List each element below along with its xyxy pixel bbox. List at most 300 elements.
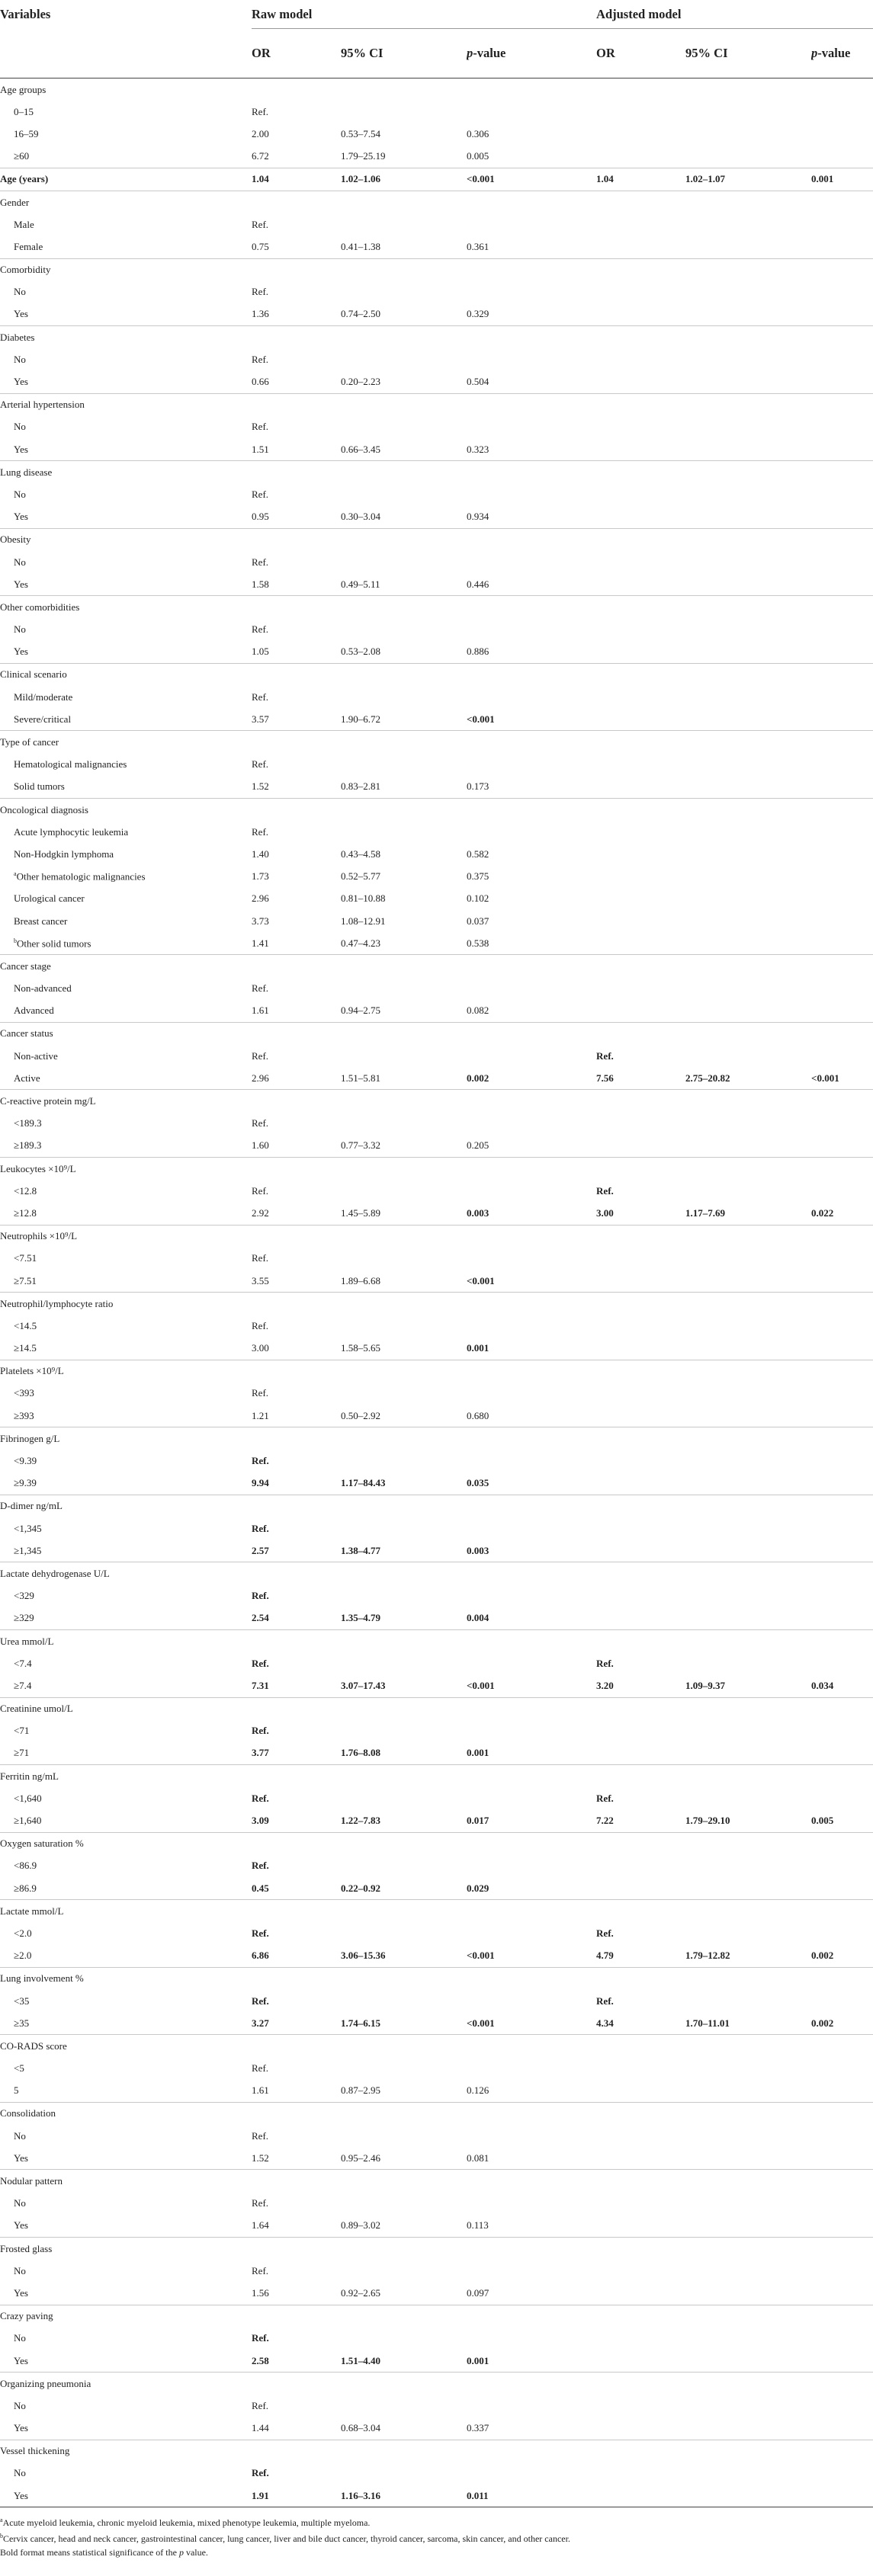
adj-or-cell — [596, 1000, 685, 1023]
adj-p-cell — [811, 506, 873, 529]
variable-label — [0, 1585, 252, 1607]
adj-ci-cell — [685, 235, 811, 258]
table-row — [0, 2417, 873, 2440]
raw-or-cell — [252, 258, 341, 281]
adj-ci-cell — [685, 1990, 811, 2012]
label-text: No — [14, 2467, 26, 2479]
raw-ci-cell: 1.89–6.68 — [341, 1274, 380, 1286]
adj-ci-cell — [685, 348, 811, 370]
label-text: Yes — [14, 2151, 28, 2164]
raw-ci-cell: 0.47–4.23 — [341, 937, 380, 949]
adj-or-cell — [596, 191, 685, 213]
adj-ci-cell — [685, 1045, 811, 1067]
raw-or-cell: Ref. — [252, 1657, 269, 1669]
variable-label — [0, 1405, 252, 1427]
table-row — [0, 2328, 873, 2350]
label-text: ≥14.5 — [14, 1342, 37, 1354]
raw-p-cell — [467, 1855, 596, 1877]
variable-label — [0, 213, 252, 235]
adj-p-cell — [811, 1405, 873, 1427]
variables-header: Variables — [0, 6, 51, 21]
label-text: Crazy paving — [0, 2310, 53, 2322]
table-row — [0, 1405, 873, 1427]
adj-ci-cell — [685, 326, 811, 349]
label-text: Diabetes — [0, 331, 35, 343]
section-header-row — [0, 461, 873, 484]
label-text: Yes — [14, 578, 28, 590]
section-label — [0, 258, 252, 281]
adj-p-cell — [811, 2350, 873, 2373]
raw-ci-cell — [341, 2305, 467, 2328]
section-label — [0, 1697, 252, 1720]
adj-ci-cell: 1.79–12.82 — [685, 1950, 730, 1962]
bold-note-end: value. — [183, 2547, 208, 2558]
table-row — [0, 1990, 873, 2012]
adj-ci-cell — [685, 483, 811, 505]
raw-p-cell — [467, 2058, 596, 2080]
adj-ci-cell — [685, 2035, 811, 2058]
adj-p-cell — [811, 370, 873, 393]
raw-ci-cell: 1.58–5.65 — [341, 1342, 380, 1354]
adj-p-cell — [811, 551, 873, 573]
adj-p-header — [811, 29, 873, 78]
table-row — [0, 303, 873, 326]
adj-ci-cell — [685, 1765, 811, 1788]
adj-or-cell — [596, 1562, 685, 1585]
variable-label — [0, 1450, 252, 1472]
adj-p-cell — [811, 1900, 873, 1923]
variable-label — [0, 1248, 252, 1270]
raw-ci-cell: 0.50–2.92 — [341, 1409, 380, 1421]
table-row — [0, 2193, 873, 2215]
variable-label — [0, 2058, 252, 2080]
adj-ci-cell — [685, 528, 811, 551]
raw-or-cell: 3.09 — [252, 1815, 269, 1827]
adj-ci-cell — [685, 1832, 811, 1855]
p-suffix: -value — [817, 46, 851, 60]
label-text: Platelets ×10⁹/L — [0, 1365, 64, 1377]
label-text: Yes — [14, 2422, 28, 2434]
adj-ci-cell — [685, 1113, 811, 1135]
raw-p-cell — [467, 686, 596, 708]
raw-or-cell: Ref. — [252, 1522, 269, 1534]
adj-ci-cell — [685, 2170, 811, 2193]
label-text: Yes — [14, 511, 28, 523]
adj-or-cell — [596, 1090, 685, 1113]
label-text: Yes — [14, 376, 28, 388]
adj-ci-cell — [685, 1338, 811, 1360]
adj-p-cell: <0.001 — [811, 1072, 839, 1084]
raw-p-cell — [467, 2170, 596, 2193]
raw-or-cell: Ref. — [252, 1252, 269, 1264]
adj-or-cell — [596, 641, 685, 664]
raw-ci-cell — [341, 1562, 467, 1585]
adj-ci-cell — [685, 1855, 811, 1877]
section-header-row — [0, 2238, 873, 2260]
section-header-row — [0, 1832, 873, 1855]
raw-or-cell: 2.96 — [252, 1072, 269, 1084]
raw-or-cell: Ref. — [252, 758, 269, 771]
variable-label — [0, 2012, 252, 2035]
label-text: Non-active — [14, 1049, 58, 1062]
raw-or-cell — [252, 2373, 341, 2395]
adj-p-cell — [811, 191, 873, 213]
variable-label — [0, 281, 252, 303]
label-text: Creatinine umol/L — [0, 1703, 73, 1715]
raw-ci-cell: 0.41–1.38 — [341, 240, 380, 252]
table-row — [0, 978, 873, 1000]
adj-or-cell — [596, 1540, 685, 1562]
raw-or-cell — [252, 1225, 341, 1248]
adj-p-cell — [811, 146, 873, 168]
raw-ci-cell — [341, 754, 467, 776]
label-text: <86.9 — [14, 1860, 37, 1872]
label-text: Urea mmol/L — [0, 1635, 54, 1647]
raw-or-cell — [252, 528, 341, 551]
adj-p-cell — [811, 1765, 873, 1788]
section-header-row — [0, 1225, 873, 1248]
raw-p-cell — [467, 799, 596, 822]
raw-or-cell: 1.73 — [252, 870, 269, 883]
adj-or-cell — [596, 2462, 685, 2485]
bold-note-p: p — [178, 2547, 184, 2558]
raw-ci-cell — [341, 1517, 467, 1540]
raw-ci-cell — [341, 1360, 467, 1383]
table-row — [0, 821, 873, 843]
table-row — [0, 146, 873, 168]
adj-or-cell — [596, 258, 685, 281]
adj-ci-cell — [685, 888, 811, 910]
label-text: ≥7.4 — [14, 1679, 32, 1691]
adj-ci-cell — [685, 821, 811, 843]
raw-ci-cell — [341, 191, 467, 213]
adj-p-cell — [811, 1315, 873, 1337]
adj-p-cell — [811, 1022, 873, 1045]
adj-p-cell — [811, 1967, 873, 1990]
raw-or-cell: 6.86 — [252, 1950, 269, 1962]
adj-p-cell — [811, 2170, 873, 2193]
raw-p-cell — [467, 619, 596, 641]
raw-ci-cell: 0.92–2.65 — [341, 2286, 380, 2299]
raw-ci-cell — [341, 1158, 467, 1181]
raw-p-cell: 0.005 — [467, 150, 489, 162]
raw-or-cell: Ref. — [252, 1927, 269, 1939]
adj-p-cell — [811, 754, 873, 776]
raw-ci-cell: 0.49–5.11 — [341, 578, 380, 590]
raw-ci-cell — [341, 2170, 467, 2193]
adj-or-cell — [596, 2373, 685, 2395]
adj-ci-cell — [685, 1315, 811, 1337]
adj-p-cell — [811, 955, 873, 978]
raw-or-cell: Ref. — [252, 825, 269, 838]
label-text: Yes — [14, 2354, 28, 2366]
adj-p-cell — [811, 281, 873, 303]
raw-p-cell: 0.001 — [467, 2354, 489, 2366]
label-text: Urological cancer — [14, 892, 85, 905]
raw-p-cell: 0.934 — [467, 511, 489, 523]
table-row — [0, 2282, 873, 2305]
variable-label — [0, 1045, 252, 1067]
section-header-row — [0, 393, 873, 416]
raw-ci-cell: 1.51–4.40 — [341, 2354, 380, 2366]
raw-ci-cell — [341, 2238, 467, 2260]
adj-or-cell — [596, 1225, 685, 1248]
raw-p-cell: 0.126 — [467, 2084, 489, 2097]
section-header-row — [0, 799, 873, 822]
table-row — [0, 2462, 873, 2485]
section-label — [0, 596, 252, 619]
adj-or-cell — [596, 483, 685, 505]
adj-ci-cell — [685, 2238, 811, 2260]
label-text: Yes — [14, 646, 28, 658]
adj-p-cell — [811, 303, 873, 326]
raw-p-cell — [467, 978, 596, 1000]
raw-p-cell — [467, 2395, 596, 2417]
adj-or-cell — [596, 663, 685, 686]
raw-p-cell: 0.582 — [467, 847, 489, 860]
variable-label — [0, 2485, 252, 2507]
raw-or-cell: 2.58 — [252, 2354, 269, 2366]
variable-label — [0, 641, 252, 664]
section-label — [0, 461, 252, 484]
variable-label — [0, 1990, 252, 2012]
raw-or-cell: 1.05 — [252, 646, 269, 658]
adj-ci-cell — [685, 2125, 811, 2147]
raw-ci-cell — [341, 1697, 467, 1720]
adj-ci-cell — [685, 1158, 811, 1181]
raw-ci-cell — [341, 461, 467, 484]
raw-ci-cell: 0.81–10.88 — [341, 892, 386, 905]
adj-p-cell — [811, 78, 873, 101]
adj-p-cell — [811, 1517, 873, 1540]
adj-p-cell — [811, 1540, 873, 1562]
variable-label — [0, 866, 252, 888]
raw-or-cell: 6.72 — [252, 150, 269, 162]
bold-note-text: Bold format means statistical significance of the — [0, 2547, 179, 2558]
label-text: Cancer status — [0, 1027, 53, 1040]
raw-or-cell: Ref. — [252, 1049, 269, 1062]
raw-ci-cell — [341, 2058, 467, 2080]
raw-ci-cell: 1.08–12.91 — [341, 915, 386, 927]
label-text: Fibrinogen g/L — [0, 1432, 60, 1444]
label-text: ≥2.0 — [14, 1950, 32, 1962]
raw-ci-cell — [341, 1225, 467, 1248]
raw-ci-cell — [341, 731, 467, 754]
raw-ci-cell: 0.89–3.02 — [341, 2219, 380, 2232]
adj-p-cell — [811, 2035, 873, 2058]
adj-p-cell — [811, 573, 873, 596]
raw-or-cell: 1.40 — [252, 847, 269, 860]
variable-label — [0, 235, 252, 258]
adj-p-cell — [811, 1742, 873, 1765]
table-row — [0, 506, 873, 529]
section-header-row — [0, 1360, 873, 1383]
raw-or-cell: 1.61 — [252, 2084, 269, 2097]
adj-or-cell — [596, 2170, 685, 2193]
adj-ci-cell — [685, 1742, 811, 1765]
raw-ci-cell: 3.06–15.36 — [341, 1950, 386, 1962]
raw-p-header — [467, 29, 596, 78]
variable-label — [0, 1315, 252, 1337]
raw-or-cell: 1.21 — [252, 1409, 269, 1421]
variable-label — [0, 1787, 252, 1809]
adj-ci-cell — [685, 1090, 811, 1113]
raw-model-header: Raw model — [252, 0, 596, 29]
raw-p-cell — [467, 1562, 596, 1585]
adj-or-cell — [596, 619, 685, 641]
adj-ci-cell — [685, 1967, 811, 1990]
raw-ci-cell — [341, 821, 467, 843]
raw-or-cell: 1.61 — [252, 1004, 269, 1017]
section-label — [0, 191, 252, 213]
adj-or-cell — [596, 1450, 685, 1472]
raw-ci-cell: 1.74–6.15 — [341, 2017, 380, 2029]
adj-or-cell — [596, 146, 685, 168]
raw-p-cell — [467, 1787, 596, 1809]
raw-ci-cell: 0.53–2.08 — [341, 646, 380, 658]
adj-p-cell — [811, 1113, 873, 1135]
raw-ci-cell — [341, 619, 467, 641]
raw-or-cell: 0.66 — [252, 376, 269, 388]
table-row — [0, 2147, 873, 2170]
adj-p-cell — [811, 1383, 873, 1405]
adj-ci-cell — [685, 213, 811, 235]
label-text: Yes — [14, 308, 28, 320]
raw-p-cell — [467, 1315, 596, 1337]
adj-ci-cell — [685, 1720, 811, 1742]
raw-p-cell: 0.375 — [467, 870, 489, 883]
header-row-groups — [0, 0, 873, 29]
section-header-row — [0, 1765, 873, 1788]
adj-p-cell — [811, 1629, 873, 1652]
raw-or-cell: Ref. — [252, 488, 269, 500]
label-text: <329 — [14, 1590, 34, 1602]
adj-or-cell — [596, 2147, 685, 2170]
raw-ci-cell — [341, 978, 467, 1000]
adj-or-cell — [596, 1720, 685, 1742]
adj-p-cell — [811, 1832, 873, 1855]
raw-or-cell — [252, 955, 341, 978]
raw-or-cell: 3.57 — [252, 713, 269, 725]
section-label — [0, 78, 252, 101]
raw-p-cell — [467, 2193, 596, 2215]
adj-ci-cell — [685, 416, 811, 438]
raw-p-cell — [467, 2373, 596, 2395]
table-row — [0, 708, 873, 731]
label-text: Other hematologic malignancies — [16, 870, 146, 883]
label-text: Oncological diagnosis — [0, 803, 88, 815]
variable-label — [0, 1945, 252, 1968]
raw-or-cell: 2.92 — [252, 1206, 269, 1219]
raw-ci-cell: 0.43–4.58 — [341, 847, 380, 860]
variable-label — [0, 619, 252, 641]
label-text: ≥393 — [14, 1409, 34, 1421]
adj-or-cell — [596, 348, 685, 370]
adj-ci-cell — [685, 708, 811, 731]
adj-ci-cell — [685, 2193, 811, 2215]
adj-ci-cell: 1.02–1.07 — [685, 168, 811, 191]
table-row — [0, 2485, 873, 2507]
adj-ci-cell — [685, 506, 811, 529]
raw-p-cell — [467, 1450, 596, 1472]
adj-or-cell — [596, 1585, 685, 1607]
header-row-columns — [0, 29, 873, 78]
label-text: Lung involvement % — [0, 1972, 84, 1985]
adj-ci-cell — [685, 1629, 811, 1652]
adj-p-cell — [811, 1427, 873, 1450]
adj-p-cell — [811, 416, 873, 438]
section-header-row — [0, 2440, 873, 2462]
variable-label — [0, 910, 252, 932]
adj-ci-cell — [685, 2417, 811, 2440]
adj-p-cell — [811, 213, 873, 235]
raw-p-cell — [467, 1922, 596, 1944]
adj-ci-cell — [685, 1472, 811, 1495]
raw-or-cell: 1.04 — [252, 168, 341, 191]
adj-or-cell — [596, 978, 685, 1000]
section-header-row — [0, 191, 873, 213]
adj-ci-cell — [685, 1360, 811, 1383]
raw-p-cell — [467, 1697, 596, 1720]
raw-p-cell — [467, 1158, 596, 1181]
variable-label — [0, 1135, 252, 1158]
raw-ci-cell: 1.38–4.77 — [341, 1544, 380, 1556]
raw-p-cell — [467, 2462, 596, 2485]
table-row — [0, 123, 873, 145]
label-text: <2.0 — [14, 1927, 32, 1939]
variable-label — [0, 708, 252, 731]
raw-or-cell — [252, 1427, 341, 1450]
adj-p-cell — [811, 1158, 873, 1181]
section-label — [0, 393, 252, 416]
p-italic: p — [467, 46, 473, 60]
section-header-row — [0, 1562, 873, 1585]
adj-p-cell — [811, 1877, 873, 1900]
adj-ci-cell — [685, 1900, 811, 1923]
adj-p-cell — [811, 1855, 873, 1877]
table-row — [0, 1113, 873, 1135]
raw-ci-cell — [341, 416, 467, 438]
adj-ci-cell — [685, 910, 811, 932]
adj-or-cell — [596, 303, 685, 326]
raw-or-header: OR — [252, 29, 341, 78]
raw-ci-cell — [341, 596, 467, 619]
adj-p-cell — [811, 1562, 873, 1585]
raw-or-cell — [252, 1765, 341, 1788]
raw-ci-cell — [341, 1315, 467, 1337]
adj-ci-cell — [685, 754, 811, 776]
raw-p-cell: 0.504 — [467, 376, 489, 388]
section-label — [0, 2170, 252, 2193]
raw-p-cell: <0.001 — [467, 1274, 495, 1286]
raw-p-cell — [467, 663, 596, 686]
raw-p-cell — [467, 1990, 596, 2012]
label-text: <393 — [14, 1387, 34, 1399]
section-label — [0, 1360, 252, 1383]
raw-p-cell: 0.081 — [467, 2151, 489, 2164]
table-row — [0, 619, 873, 641]
adj-ci-cell — [685, 619, 811, 641]
variable-label — [0, 573, 252, 596]
raw-or-cell: Ref. — [252, 1117, 269, 1129]
adj-ci-cell — [685, 2440, 811, 2462]
label-text: No — [14, 286, 26, 298]
table-row — [0, 1180, 873, 1202]
table-row — [0, 1855, 873, 1877]
footnote-b-marker: b — [0, 2533, 3, 2540]
raw-or-cell — [252, 1629, 341, 1652]
raw-ci-cell: 1.79–25.19 — [341, 150, 386, 162]
